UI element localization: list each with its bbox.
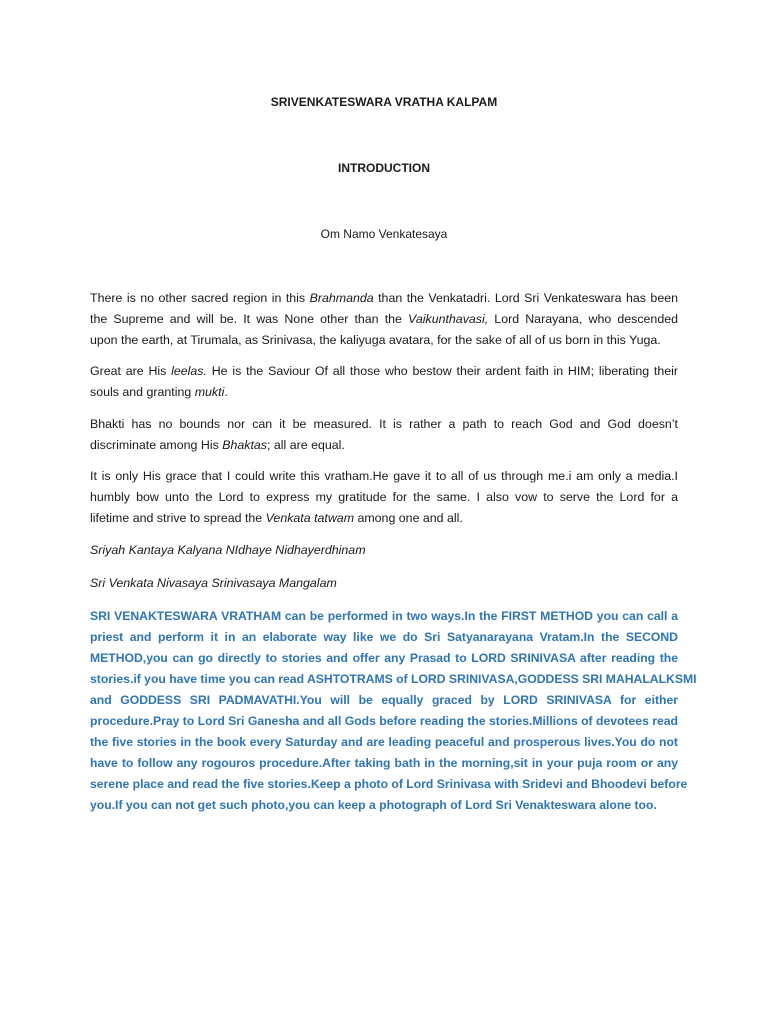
instructions-paragraph bbox=[90, 606, 697, 816]
text-run: He is the Saviour Of all those who bestow their ardent faith in HIM; liberating their bbox=[206, 364, 678, 378]
instructions-line-9: serene place and read the five stories.Keep a photo of Lord Srinivasa with Sridevi and Bhoodevi before bbox=[90, 777, 688, 791]
italic-term: Venkata tatwam bbox=[265, 511, 355, 525]
instructions-line-5: and GODDESS SRI PADMAVATHI.You will be equally graced by LORD SRINIVASA for either bbox=[90, 693, 678, 707]
text-run: than the Venkatadri. Lord Sri Venkateswara has been bbox=[373, 291, 678, 305]
text-run: There is no other sacred region in this bbox=[90, 291, 310, 305]
italic-term: Vaikunthavasi, bbox=[408, 312, 489, 326]
salutation: Om Namo Venkatesaya bbox=[320, 227, 448, 241]
instructions-line-1: SRI VENAKTESWARA VRATHAM can be performed in two ways.In the FIRST METHOD you can call a bbox=[90, 609, 678, 623]
paragraph-1-line-3: upon the earth, at Tirumala, as Srinivasa, the kaliyuga avatara, for the sake of all of us born in this Yuga. bbox=[90, 333, 661, 347]
section-heading: INTRODUCTION bbox=[338, 161, 430, 175]
document-title: SRIVENKATESWARA VRATHA KALPAM bbox=[270, 95, 498, 109]
text-run: the Supreme and will be. It was None other than the bbox=[90, 312, 409, 326]
text-run: . bbox=[224, 385, 228, 399]
italic-term: Bhaktas bbox=[222, 438, 267, 452]
instructions-line-2: priest and perform it in an elaborate way like we do Sri Satyanarayana Vratam.In the SECOND bbox=[90, 630, 678, 644]
paragraph-3-line-1: Bhakti has no bounds nor can it be measured. It is rather a path to reach God and God doesn’t bbox=[90, 417, 678, 431]
text-run: lifetime and strive to spread the bbox=[90, 511, 266, 525]
text-run: ; all are equal. bbox=[267, 438, 345, 452]
text-run: discriminate among His bbox=[90, 438, 223, 452]
italic-term: mukti bbox=[194, 385, 225, 399]
paragraph-3 bbox=[90, 414, 678, 456]
instructions-line-10: you.If you can not get such photo,you can keep a photograph of Lord Sri Venakteswara alone too. bbox=[90, 798, 657, 812]
paragraph-2-line-1 bbox=[90, 361, 678, 382]
instructions-line-4: stories.if you have time you can read ASHTOTRAMS of LORD SRINIVASA,GODDESS SRI MAHALALKSMI bbox=[90, 672, 697, 686]
instructions-line-3: METHOD,you can go directly to stories and offer any Prasad to LORD SRINIVASA after reading the bbox=[90, 651, 678, 665]
instructions-line-8: have to follow any rogouros procedure.After taking bath in the morning,sit in your puja room or any bbox=[90, 756, 678, 770]
italic-term: Brahmanda bbox=[309, 291, 374, 305]
instructions-line-6: procedure.Pray to Lord Sri Ganesha and all Gods before reading the stories.Millions of devotees read bbox=[90, 714, 678, 728]
italic-term: leelas. bbox=[171, 364, 207, 378]
text-run: Great are His bbox=[90, 364, 172, 378]
paragraph-2-line-2 bbox=[90, 382, 678, 403]
paragraph-4-line-1: It is only His grace that I could write this vratham.He gave it to all of us through me.i am only a media.I bbox=[90, 469, 678, 483]
paragraph-3-line-2 bbox=[90, 435, 678, 456]
paragraph-4-line-3 bbox=[90, 508, 678, 529]
invocation-line-2: Sri Venkata Nivasaya Srinivasaya Mangalam bbox=[90, 576, 337, 590]
instructions-line-7: the five stories in the book every Saturday and are leading peaceful and prosperous lives.You do not bbox=[90, 735, 678, 749]
paragraph-4 bbox=[90, 466, 678, 529]
text-run: souls and granting bbox=[90, 385, 195, 399]
text-run: among one and all. bbox=[354, 511, 463, 525]
paragraph-1-line-2 bbox=[90, 309, 678, 330]
paragraph-1 bbox=[90, 288, 678, 351]
paragraph-2 bbox=[90, 361, 678, 403]
text-run: Lord Narayana, who descended bbox=[488, 312, 678, 326]
paragraph-4-line-2: humbly bow unto the Lord to express my gratitude for the same. I also vow to serve the Lord for a bbox=[90, 490, 678, 504]
invocation-line-1: Sriyah Kantaya Kalyana NIdhaye Nidhayerdhinam bbox=[90, 543, 366, 557]
paragraph-1-line-1 bbox=[90, 288, 678, 309]
